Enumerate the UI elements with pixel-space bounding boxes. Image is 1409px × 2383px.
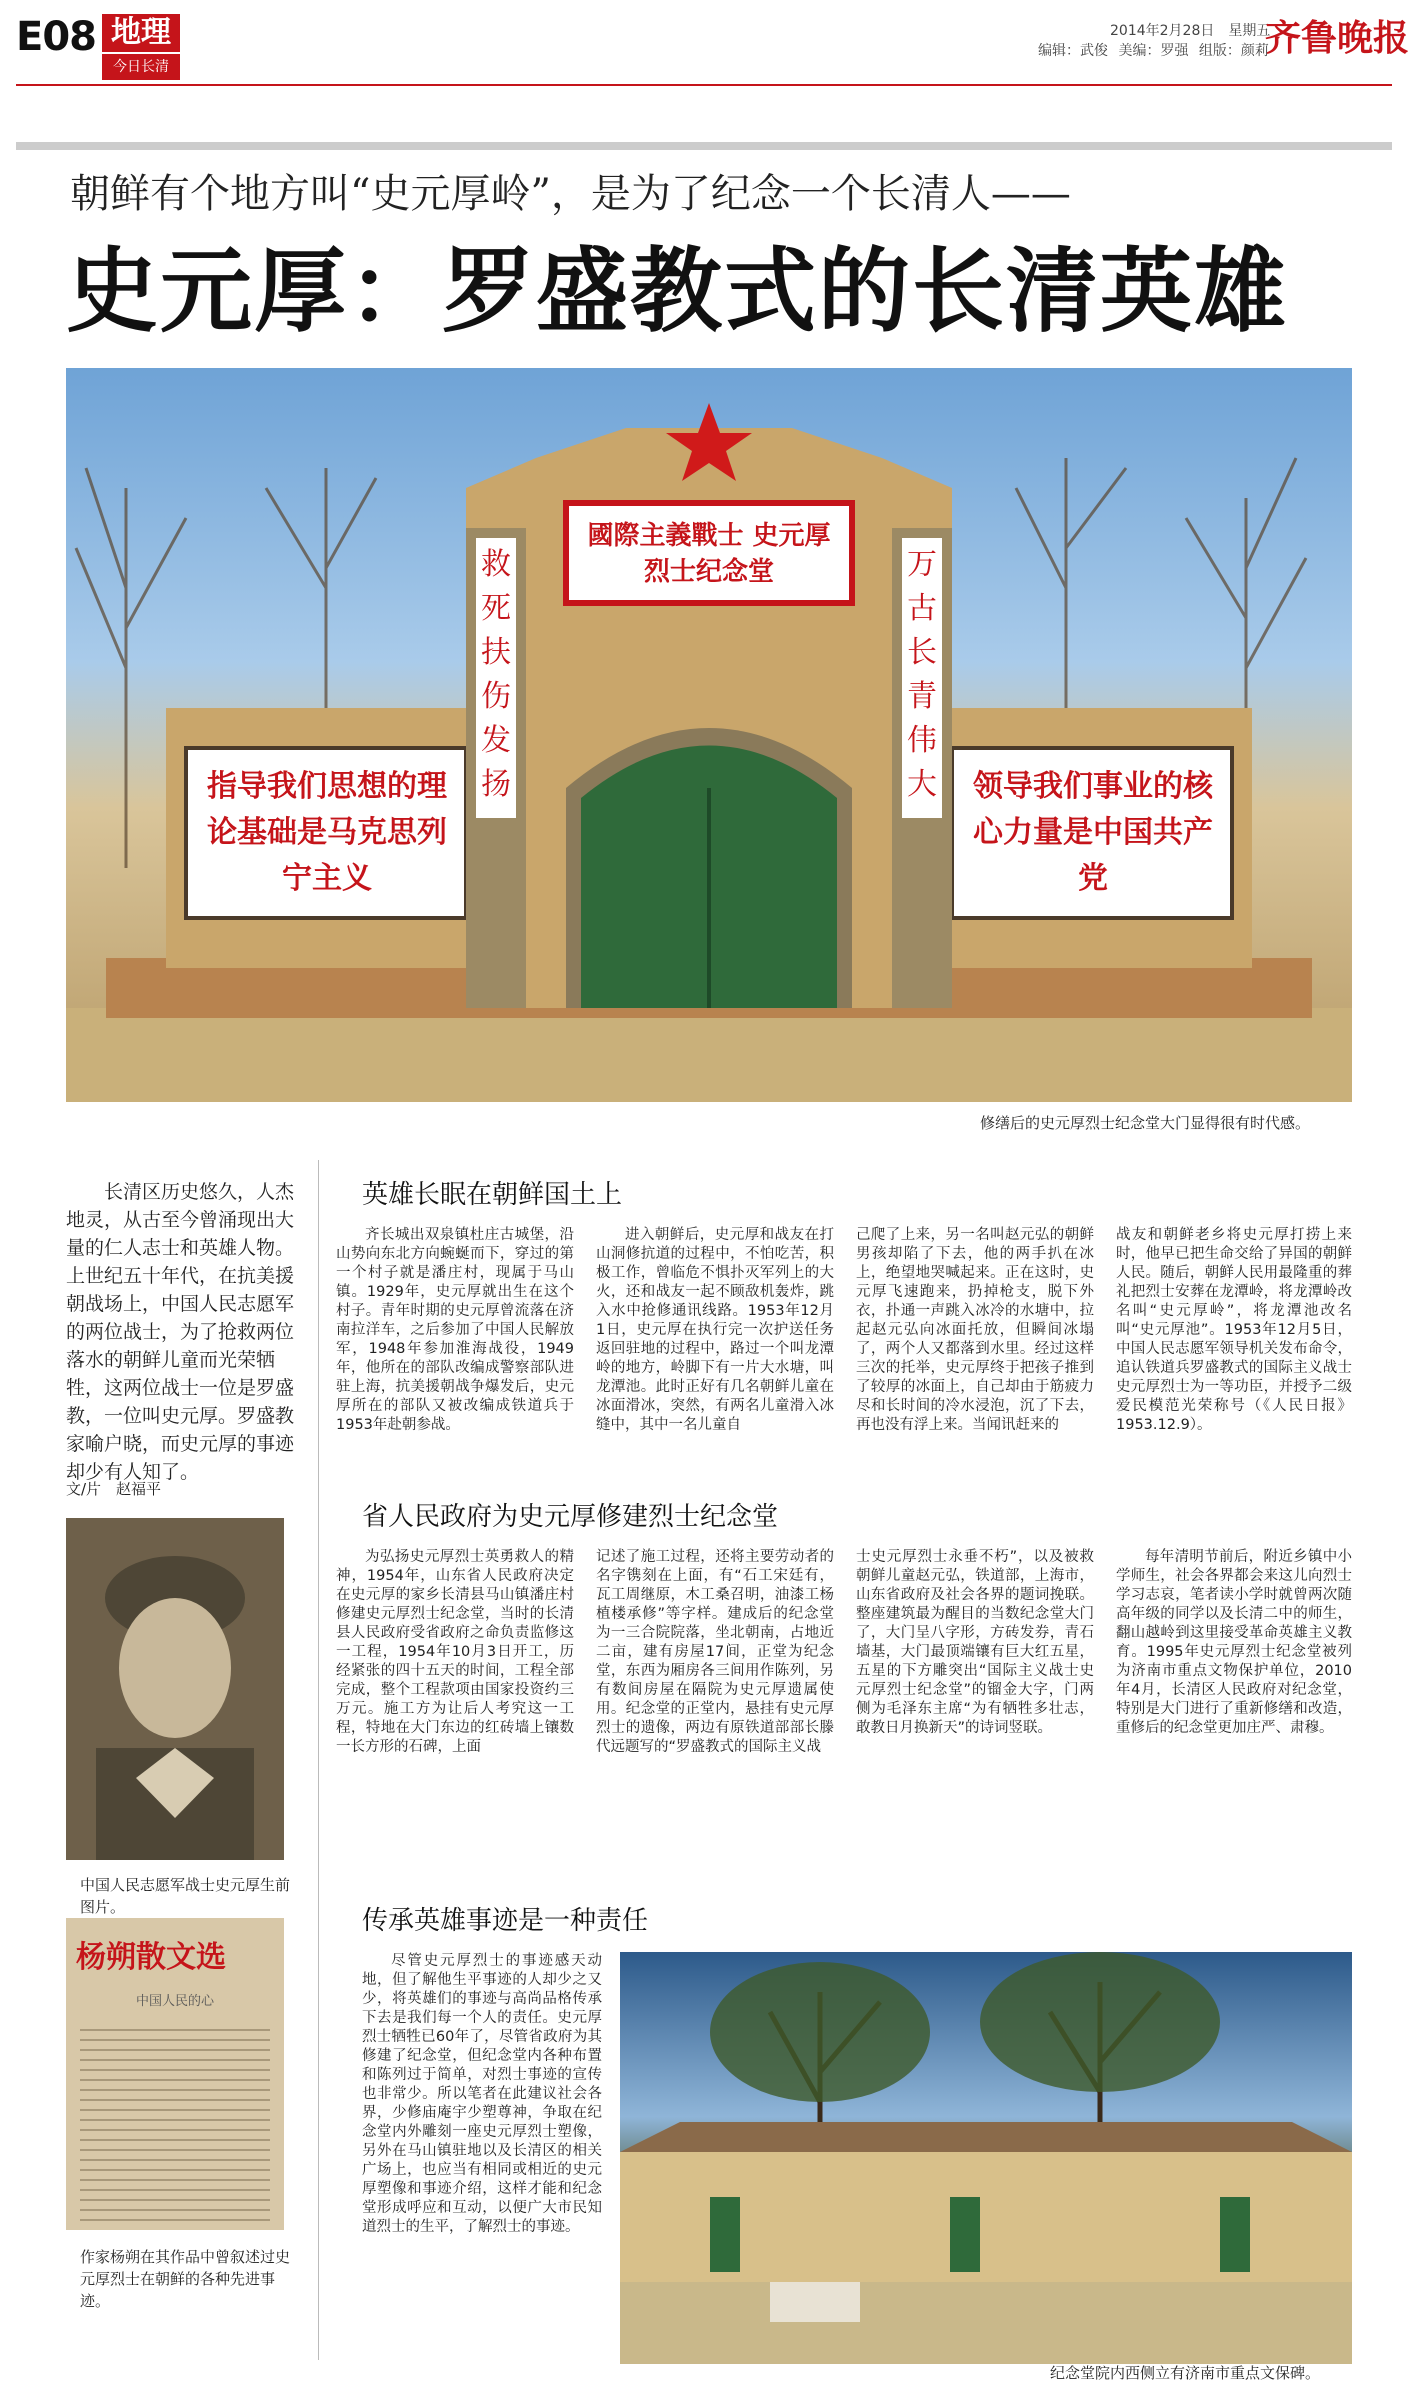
- section-1-col-2: 进入朝鲜后，史元厚和战友在打山洞修抗道的过程中，不怕吃苦，积极工作，曾临危不惧扑灭军列上的大火，还和战友一起不顾敌机轰炸，跳入水中抢修通讯线路。1953年12月1日，史元厚在执行完一次护送任务返回驻地的过程中，路过一个叫龙潭岭的地方，岭脚下有一片大水塘，叫龙潭池。此时正好有几名朝鲜儿童在冰面滑冰，突然，有两名儿童滑入冰缝中，其中一名儿童自: [596, 1227, 834, 1433]
- credits: [1038, 40, 1275, 60]
- memorial-gate-photo: [66, 368, 1352, 1102]
- section-label: 地理: [102, 14, 180, 52]
- section-1-col-1: 齐长城出双泉镇杜庄古城堡，沿山势向东北方向蜿蜒而下，穿过的第一个村子就是潘庄村，现属于马山镇。1929年，史元厚就出生在这个村子。青年时期的史元厚曾流落在济南拉洋车，之后参加了中国人民解放军，1948年参加淮海战役，1949年，他所在的部队改编成警察部队进驻上海，抗美援朝战争爆发后，史元厚所在的部队又被改编成铁道兵于1953年赴朝参战。: [336, 1227, 574, 1433]
- byline: 文/片 赵福平: [66, 1480, 162, 1498]
- credit-designer: 美编：罗强: [1118, 43, 1189, 59]
- headline: 史元厚：罗盛教式的长清英雄: [66, 237, 1289, 345]
- lead-paragraph: 长清区历史悠久，人杰地灵，从古至今曾涌现出大量的仁人志士和英雄人物。上世纪五十年代，在抗美援朝战场上，中国人民志愿军的两位战士，为了抢救两位落水的朝鲜儿童而光荣牺牲，这两位战士一位是罗盛教，一位叫史元厚。罗盛教家喻户晓，而史元厚的事迹却少有人知了。: [66, 1181, 295, 1483]
- page-number: E08: [16, 14, 96, 60]
- credit-editor: 编辑：武俊: [1038, 43, 1108, 59]
- section-2-col-4: 每年清明节前后，附近乡镇中小学师生，社会各界都会来这儿向烈士学习志哀，笔者读小学时就曾两次随高年级的同学以及长清二中的师生，翻山越岭到这里接受革命英雄主义教育。1995年史元厚烈士纪念堂被列为济南市重点文物保护单位，2010年4月，长清区人民政府对纪念堂，特别是大门进行了重新修缮和改造，重修后的纪念堂更加庄严、肃穆。: [1116, 1549, 1352, 1736]
- newspaper-logo: 齐鲁晚报: [1265, 17, 1409, 59]
- credit-layout: 组版：颜莉: [1198, 43, 1269, 59]
- portrait-illustration: [66, 1518, 284, 1860]
- right-slogan: 领导我们事业的核心力量是中国共产党: [973, 769, 1213, 896]
- memorial-gate-illustration: [66, 368, 1352, 1102]
- gate-plaque: 國際主義戰士 史元厚烈士纪念堂: [587, 521, 831, 587]
- book-caption: 作家杨朔在其作品中曾叙述过史元厚烈士在朝鲜的各种先进事迹。: [80, 2248, 291, 2310]
- book-subtitle: 中国人民的心: [135, 1994, 214, 2009]
- issue-date: 2014年2月28日 星期五: [1110, 23, 1271, 39]
- section-1-title: 英雄长眠在朝鲜国土上: [362, 1180, 623, 1210]
- section-3-title: 传承英雄事迹是一种责任: [362, 1906, 649, 1936]
- kicker: 朝鲜有个地方叫“史元厚岭”，是为了纪念一个长清人——: [70, 171, 1071, 217]
- right-couplet: 万古长青伟大: [907, 547, 937, 802]
- column-divider: [318, 1160, 319, 2360]
- section-1-col-4: 战友和朝鲜老乡将史元厚打捞上来时，他早已把生命交给了异国的朝鲜人民。随后，朝鲜人民用最隆重的葬礼把烈士安葬在龙潭岭，将龙潭岭改名叫“史元厚岭”，将龙潭池改名叫“史元厚池”。1953年12月5日，中国人民志愿军领导机关发布命令，追认铁道兵罗盛教式的国际主义战士史元厚烈士为一等功臣，并授予二级爱民模范光荣称号（《人民日报》1953.12.9）。: [1116, 1227, 1352, 1433]
- main-photo-caption: 修缮后的史元厚烈士纪念堂大门显得很有时代感。: [980, 1114, 1311, 1132]
- section-2-col-3: 士史元厚烈士永垂不朽”，以及被救朝鲜儿童赵元弘，铁道部，上海市，山东省政府及社会各界的题词挽联。整座建筑最为醒目的当数纪念堂大门了，大门呈八字形，方砖发券，青石墙基，大门最顶端镶有巨大红五星，五星的下方雕突出“国际主义战士史元厚烈士纪念堂”的镏金大字，门两侧为毛泽东主席“为有牺牲多壮志，敢教日月换新天”的诗词竖联。: [856, 1549, 1094, 1736]
- book-page-image: [66, 1918, 284, 2230]
- section-3-col-1: 尽管史元厚烈士的事迹感天动地，但了解他生平事迹的人却少之又少，将英雄们的事迹与高尚品格传承下去是我们每一个人的责任。史元厚烈士牺牲已60年了，尽管省政府为其修建了纪念堂，但纪念堂内各种布置和陈列过于简单，对烈士事迹的宣传也非常少。所以笔者在此建议社会各界，少修庙庵宇少塑尊神，争取在纪念堂内外雕刻一座史元厚烈士塑像，另外在马山镇驻地以及长清区的相关广场上，也应当有相同或相近的史元厚塑像和事迹介绍，这样才能和纪念堂形成呼应和互动，以便广大市民知道烈士的生平，了解烈士的事迹。: [362, 1953, 602, 2235]
- hall-photo-caption: 纪念堂院内西侧立有济南市重点文保碑。: [1050, 2364, 1321, 2382]
- memorial-hall-photo: [620, 1952, 1352, 2364]
- memorial-hall-illustration: [620, 1952, 1352, 2364]
- section-2-title: 省人民政府为史元厚修建烈士纪念堂: [362, 1502, 779, 1532]
- title-rule: [16, 142, 1392, 150]
- book-title: 杨朔散文选: [76, 1940, 226, 1975]
- left-couplet: 救死扶伤发扬: [481, 547, 511, 802]
- soldier-portrait: [66, 1518, 284, 1860]
- section-1-col-3: 己爬了上来，另一名叫赵元弘的朝鲜男孩却陷了下去，他的两手扒在冰上，绝望地哭喊起来。正在这时，史元厚飞速跑来，扔掉枪支，脱下外衣，扑通一声跳入冰冷的水塘中，拉起赵元弘向冰面托放，但瞬间冰塌了，两个人又都落到水里。经过这样三次的托举，史元厚终于把孩子推到了较厚的冰面上，自己却由于筋疲力尽和长时间的冷水浸泡，沉了下去，再也没有浮上来。当闻讯赶来的: [856, 1227, 1094, 1433]
- section-2-col-2: 记述了施工过程，还将主要劳动者的名字镌刻在上面，有“石工宋廷有，瓦工周继原，木工桑召明，油漆工杨植楼承修”等字样。建成后的纪念堂为一三合院院落，坐北朝南，占地近二亩，建有房屋17间，正堂为纪念堂，东西为厢房各三间用作陈列，另有数间房屋在隔院为史元厚遗属使用。纪念堂的正堂内，悬挂有史元厚烈士的遗像，两边有原铁道部部长滕代远题写的“罗盛教式的国际主义战: [596, 1549, 834, 1755]
- section-2-col-1: 为弘扬史元厚烈士英勇救人的精神，1954年，山东省人民政府决定在史元厚的家乡长清县马山镇潘庄村修建史元厚烈士纪念堂，当时的长清县人民政府受省政府之命负责监修这一工程，1954年10月3日开工，历经紧张的四十五天的时间，工程全部完成，整个工程款项由国家投资约三万元。施工方为让后人考究这一工程，特地在大门东边的红砖墙上镶数一长方形的石碑，上面: [336, 1549, 574, 1755]
- portrait-caption: 中国人民志愿军战士史元厚生前图片。: [80, 1876, 291, 1916]
- book-text-lines: [80, 2021, 270, 2221]
- subsection-label: 今日长清: [102, 54, 180, 80]
- header-rule: [16, 84, 1392, 86]
- left-slogan: 指导我们思想的理论基础是马克思列宁主义: [207, 769, 447, 896]
